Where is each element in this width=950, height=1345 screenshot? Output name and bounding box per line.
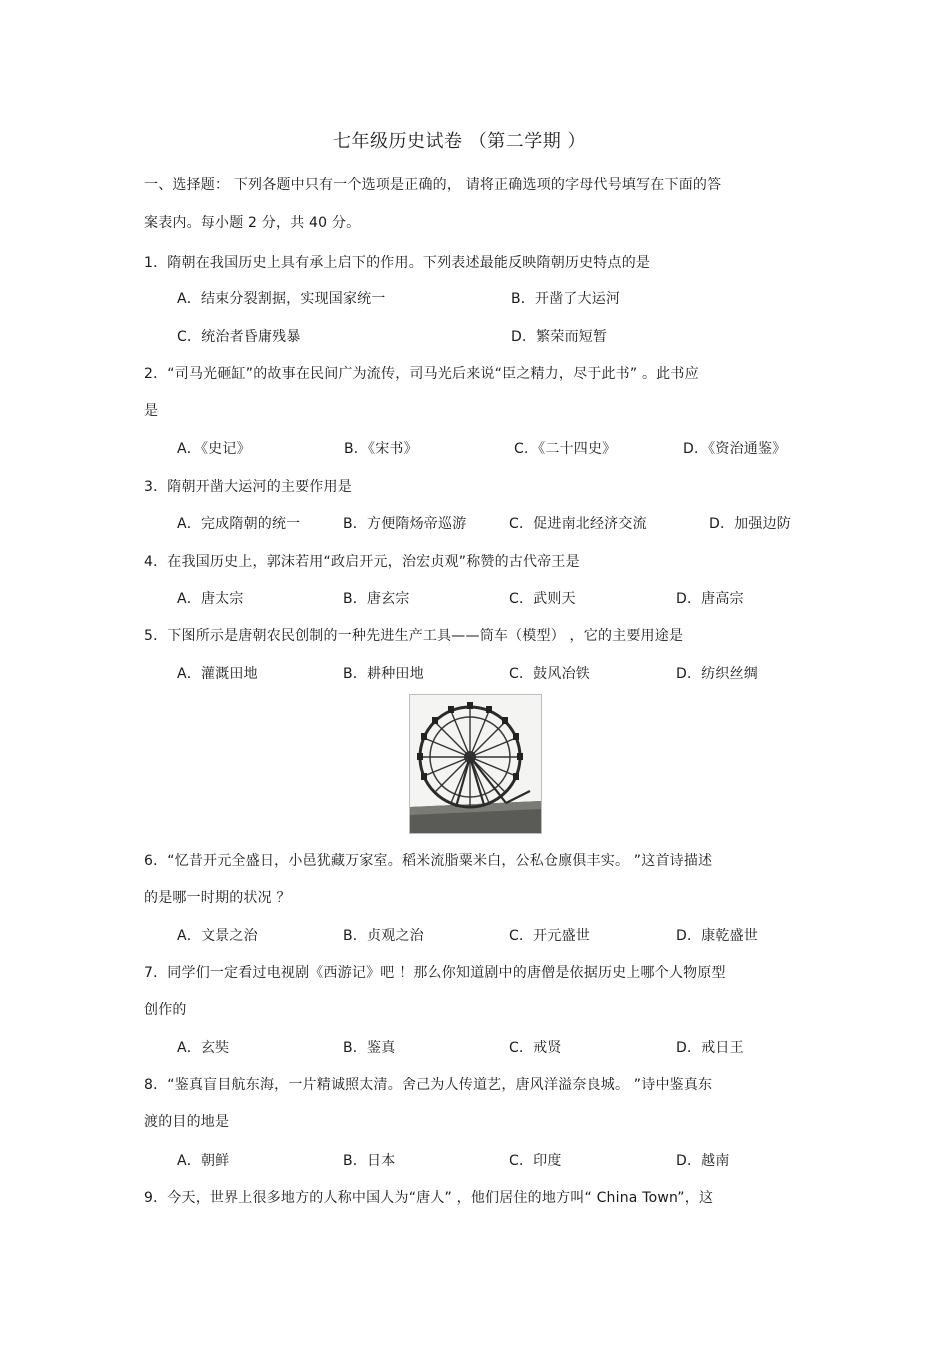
option-b: B．耕种田地 [343,666,424,682]
water-wheel-illustration [409,694,542,834]
water-wheel-icon [410,695,541,833]
question-stem: 5．下图所示是唐朝农民创制的一种先进生产工具——筒车（模型） ，它的主要用途是 [144,628,684,644]
option-d: D．繁荣而短暂 [511,329,608,345]
option-c: C．武则天 [509,591,576,607]
option-a: A．文景之治 [177,928,258,944]
option-a: A．朝鲜 [177,1153,230,1169]
option-d: D．康乾盛世 [676,928,758,944]
option-b: B．日本 [343,1153,396,1169]
option-b: B．鉴真 [343,1040,396,1056]
section-instructions-line-1: 一、选择题： 下列各题中只有一个选项是正确的， 请将正确选项的字母代号填写在下面的答 [144,177,722,193]
page-title: 七年级历史试卷 （第二学期 ） [333,131,586,152]
option-b: B．贞观之治 [343,928,424,944]
question-stem-continued: 渡的目的地是 [144,1114,230,1130]
question-stem-continued: 是 [144,403,159,419]
question-stem: 6．“忆昔开元全盛日，小邑犹藏万家室。稻米流脂粟米白，公私仓廪俱丰实。 ”这首诗描述 [144,853,713,869]
option-a: A．《史记》 [177,441,251,457]
option-c: C．开元盛世 [509,928,590,944]
option-a: A．完成隋朝的统一 [177,516,301,532]
option-b: B．开凿了大运河 [511,291,621,307]
option-d: D．纺织丝绸 [676,666,758,682]
option-b: B．唐玄宗 [343,591,410,607]
option-a: A．玄奘 [177,1040,230,1056]
option-c: C．戒贤 [509,1040,562,1056]
section-instructions-line-2: 案表内。每小题 2 分，共 40 分。 [144,215,361,231]
question-stem: 9．今天，世界上很多地方的人称中国人为“唐人” ，他们居住的地方叫“ China Town”，这 [144,1190,714,1206]
question-stem-continued: 的是哪一时期的状况 ？ [144,890,291,906]
option-c: C．印度 [509,1153,562,1169]
option-c: C．鼓风冶铁 [509,666,590,682]
option-d: D．越南 [676,1153,730,1169]
option-c: C．促进南北经济交流 [509,516,647,532]
option-a: A．结束分裂割据，实现国家统一 [177,291,386,307]
option-c: C．《二十四史》 [514,441,617,457]
question-stem-continued: 创作的 [144,1002,187,1018]
option-b: B．《宋书》 [344,441,418,457]
question-stem: 3．隋朝开凿大运河的主要作用是 [144,479,352,495]
option-a: A．唐太宗 [177,591,244,607]
option-d: D．唐高宗 [676,591,744,607]
question-stem: 2．“司马光砸缸”的故事在民间广为流传，司马光后来说“臣之精力，尽于此书” 。此书应 [144,366,699,382]
option-d: D．加强边防 [709,516,791,532]
option-a: A．灌溉田地 [177,666,258,682]
question-stem: 8．“鉴真盲目航东海，一片精诚照太清。舍己为人传道艺，唐风洋溢奈良城。 ”诗中鉴真东 [144,1077,713,1093]
option-c: C．统治者昏庸残暴 [177,329,301,345]
option-d: D．《资治通鉴》 [683,441,787,457]
option-d: D．戒日王 [676,1040,744,1056]
option-b: B．方便隋炀帝巡游 [343,516,467,532]
question-stem: 7．同学们一定看过电视剧《西游记》吧 ！那么你知道剧中的唐僧是依据历史上哪个人物原型 [144,965,726,981]
question-stem: 4．在我国历史上，郭沫若用“政启开元，治宏贞观”称赞的古代帝王是 [144,554,580,570]
question-stem: 1．隋朝在我国历史上具有承上启下的作用。下列表述最能反映隋朝历史特点的是 [144,255,651,271]
